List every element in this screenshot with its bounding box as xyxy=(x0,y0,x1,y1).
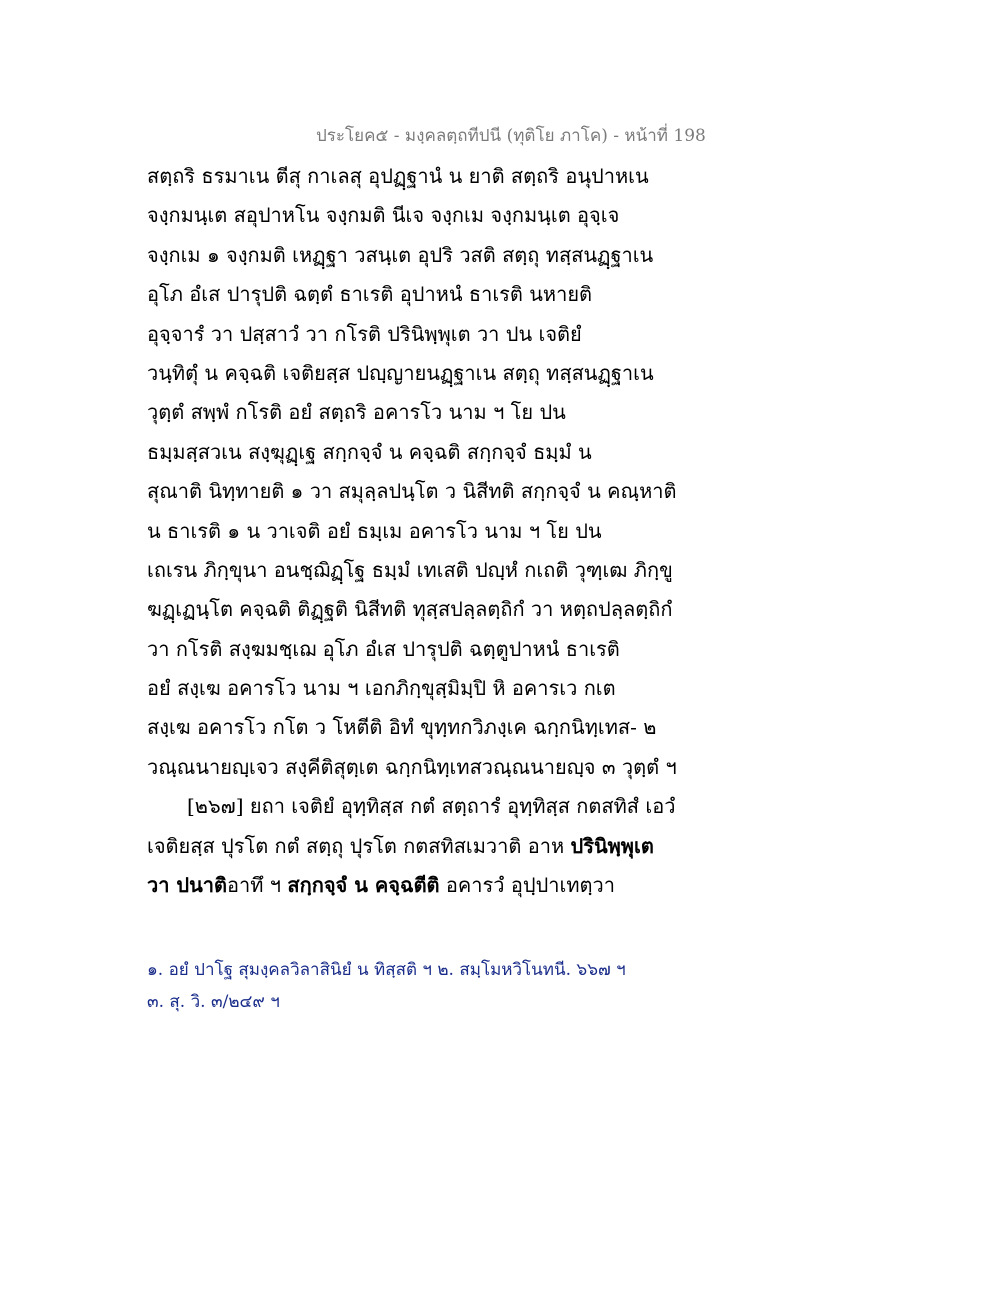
running-header: ประโยค๕ - มงฺคลตฺถทีปนี (ทุติโย ภาโค) - หน้าที่ 198 xyxy=(316,126,706,146)
text-line: สุณาติ นิทฺทายติ ๑ วา สมุลฺลปนฺโต ว นิสีทติ สกฺกจฺจํ น คณฺหาติ xyxy=(147,479,677,504)
text-line: วณฺณนายญฺเจว สงฺคีติสุตฺเต ฉกฺกนิทฺเทสวณฺณนายญฺจ ๓ วุตฺตํ ฯ xyxy=(147,754,677,779)
footnote-line: ๑. อยํ ปาโฐ สุมงฺคลวิลาสินิยํ น ทิสฺสติ ฯ ๒. สมฺโมหวิโนทนี. ๖๖๗ ฯ xyxy=(147,960,626,980)
bold-term: วา ปนาติ xyxy=(147,873,228,898)
text-line xyxy=(147,827,707,866)
text-line: สงฺเฆ อคารโว กโต ว โหตีติ อิทํ ขุทฺทกวิภงฺเค ฉกฺกนิทฺเทส- ๒ xyxy=(147,715,657,740)
text-line: อุจฺจารํ วา ปสฺสาวํ วา กโรติ ปรินิพฺพุเต วา ปน เจติยํ xyxy=(147,321,582,346)
text-line: จงฺกมนฺเต สอุปาหโน จงฺกมติ นีเจ จงฺกเม จงฺกมนฺเต อุจฺเจ xyxy=(147,203,620,228)
text-line: ธมฺมสฺสวเน สงฺฆุฏฺเฐ สกฺกจฺจํ น คจฺฉติ สกฺกจฺจํ ธมฺมํ น xyxy=(147,439,592,464)
text-line xyxy=(147,866,707,905)
footnote-line: ๓. สุ. วิ. ๓/๒๔๙ ฯ xyxy=(147,992,280,1012)
text-line: น ธาเรติ ๑ น วาเจติ อยํ ธมฺเม อคารโว นาม ฯ โย ปน xyxy=(147,518,602,543)
plain-text: เจติยสฺส ปุรโต กตํ สตฺถุ ปุรโต กตสทิสเมวาติ อาห xyxy=(147,833,571,858)
text-line: จงฺกเม ๑ จงฺกมติ เหฏฺฐา วสนฺเต อุปริ วสติ สตฺถุ ทสฺสนฏฺฐาเน xyxy=(147,242,654,267)
text-line: สตฺถริ ธรมาเน ตีสุ กาเลสุ อุปฏฺฐานํ น ยาติ สตฺถริ อนุปาหเน xyxy=(147,164,649,188)
bold-term: ปรินิพฺพุเต xyxy=(570,833,654,858)
text-line: เถเรน ภิกฺขุนา อนชฺฌิฏฺโฐ ธมฺมํ เทเสติ ปญฺหํ กเถติ วุฑฺเฒ ภิกฺขู xyxy=(147,557,673,582)
main-text xyxy=(147,157,707,905)
text-line: อุโภ อํเส ปารุปติ ฉตฺตํ ธาเรติ อุปาหนํ ธาเรติ นหายติ xyxy=(147,282,593,307)
text-line: อยํ สงฺเฆ อคารโว นาม ฯ เอกภิกฺขุสฺมิมฺปิ หิ อคารเว กเต xyxy=(147,676,616,701)
text-line: ฆฏฺเฏนฺโต คจฺฉติ ติฏฺฐติ นิสีทติ ทุสฺสปลฺลตฺถิกํ วา หตฺถปลฺลตฺถิกํ xyxy=(147,597,673,622)
plain-text: อาทึ ฯ xyxy=(227,873,288,898)
paragraph-start-line: [๒๖๗] ยถา เจติยํ อุทฺทิสฺส กตํ สตฺถารํ อุทฺทิสฺส กตสทิสํ เอวํ xyxy=(187,794,676,819)
footnotes xyxy=(147,954,707,1018)
plain-text: อคารวํ อุปฺปาเทตฺวา xyxy=(439,873,615,898)
text-line: วุตฺตํ สพฺพํ กโรติ อยํ สตฺถริ อคารโว นาม ฯ โย ปน xyxy=(147,400,566,425)
text-line: วนฺทิตุํ น คจฺฉติ เจติยสฺส ปญฺญายนฏฺฐาเน สตฺถุ ทสฺสนฏฺฐาเน xyxy=(147,360,654,385)
text-line: วา กโรติ สงฺฆมชฺเฌ อุโภ อํเส ปารุปติ ฉตฺตูปาหนํ ธาเรติ xyxy=(147,636,620,661)
bold-term: สกฺกจฺจํ น คจฺฉตีติ xyxy=(287,873,440,898)
